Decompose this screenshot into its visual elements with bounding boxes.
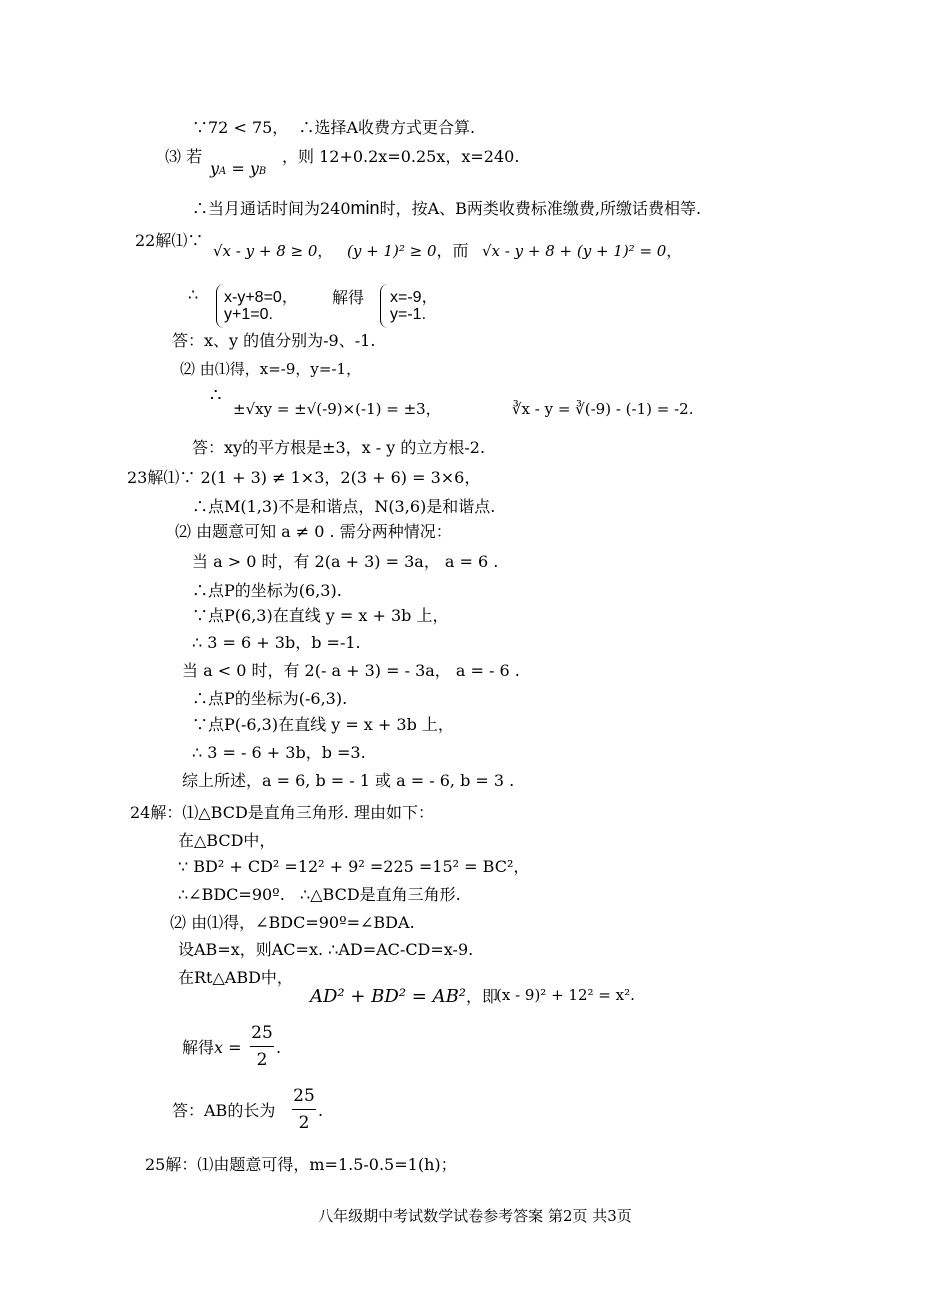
line-29-end: . [276, 1038, 282, 1057]
line-23: 在△BCD中， [178, 831, 276, 850]
formula-ya-yb: yA = yB [210, 159, 267, 178]
system-eq-2: y+1=0. [224, 306, 273, 323]
line-15: ∵点P(6,3)在直线 y = x + 3b 上， [192, 606, 449, 625]
line-26: ⑵ 由⑴得，∠BDC=90º=∠BDA. [170, 913, 415, 932]
fraction-25-over-2-b: 25 2 [293, 1086, 315, 1133]
formula-pythagoras-x: (x - 9)² + 12² = x². [496, 986, 635, 1004]
formula-cube-root: ∛x - y = ∛(-9) - (-1) = -2. [512, 400, 694, 418]
fraction-25-over-2-a: 25 2 [251, 1023, 273, 1070]
formula-pythagoras: AD² + BD² = AB²，即 [310, 986, 499, 1007]
line-11: ∴点M(1,3)不是和谐点，N(3,6)是和谐点. [192, 497, 496, 516]
formula-square-root: ±√xy = ±√(-9)×(-1) = ±3， [233, 400, 441, 418]
line-2-rest: ，则 12+0.2x=0.25x，x=240. [282, 147, 520, 166]
line-18: ∴点P的坐标为(-6,3). [192, 689, 348, 708]
line-21: 综上所述，a = 6, b = - 1 或 a = - 6, b = 3 . [182, 771, 515, 790]
line-19: ∵点P(-6,3)在直线 y = x + 3b 上， [192, 715, 454, 734]
line-8-symbol: ∴ [210, 385, 222, 406]
page-footer: 八年级期中考试数学试卷参考答案 第2页 共3页 [318, 1207, 632, 1225]
line-20: ∴ 3 = - 6 + 3b，b =3. [192, 743, 366, 762]
line-31: 25解：⑴由题意可得，m=1.5-0.5=1(h)； [145, 1155, 457, 1174]
line-12: ⑵ 由题意可知 a ≠ 0 . 需分两种情况： [175, 522, 452, 541]
line-17: 当 a < 0 时，有 2(- a + 3) = - 3a， a = - 6 . [182, 661, 520, 680]
line-29: 解得x = [182, 1038, 242, 1057]
line-10: 23解⑴∵ 2(1 + 3) ≠ 1×3，2(3 + 6) = 3×6， [127, 468, 481, 487]
formula-sqrt-nonneg: √x - y + 8 ≥ 0， [213, 242, 333, 260]
line-27: 设AB=x，则AC=x. ∴AD=AC-CD=x-9. [178, 940, 474, 959]
solution-x: x=-9， [390, 289, 438, 306]
line-30: 答：AB的长为 [172, 1101, 276, 1120]
system-eq-1: x-y+8=0， [224, 289, 298, 306]
line-30-end: . [318, 1101, 324, 1120]
line-13: 当 a > 0 时，有 2(a + 3) = 3a， a = 6 . [192, 552, 499, 571]
line-4: 22解⑴∵ [135, 231, 204, 250]
equation-system [188, 282, 448, 330]
line-3: ∴当月通话时间为240min时，按A、B两类收费标准缴费,所缴话费相等. [192, 198, 702, 218]
line-22: 24解：⑴△BCD是直角三角形. 理由如下： [130, 803, 434, 822]
line-1: ∵72 < 75， ∴选择A收费方式更合算. [192, 118, 476, 137]
line-24: ∵ BD² + CD² =12² + 9² =225 =15² = BC²， [178, 857, 530, 876]
line-7: ⑵ 由⑴得，x=-9，y=-1， [180, 360, 362, 378]
right-brace [380, 284, 389, 328]
therefore-symbol: ∴ [188, 287, 199, 304]
line-25: ∴∠BDC=90º. ∴△BCD是直角三角形. [178, 885, 461, 904]
line-2: ⑶ 若 [165, 147, 203, 166]
solution-y: y=-1. [390, 306, 427, 323]
formula-square-nonneg: (y + 1)² ≥ 0，而 [347, 241, 469, 260]
line-28: 在Rt△ABD中， [178, 968, 293, 987]
formula-sum-zero: √x - y + 8 + (y + 1)² = 0， [482, 242, 682, 260]
solve-label: 解得 [332, 290, 365, 307]
line-6: 答：x、y 的值分别为-9、-1. [172, 331, 376, 350]
line-14: ∴点P的坐标为(6,3). [192, 581, 342, 600]
line-16: ∴ 3 = 6 + 3b，b =-1. [192, 633, 361, 652]
line-9: 答：xy的平方根是±3，x - y 的立方根-2. [192, 438, 486, 457]
